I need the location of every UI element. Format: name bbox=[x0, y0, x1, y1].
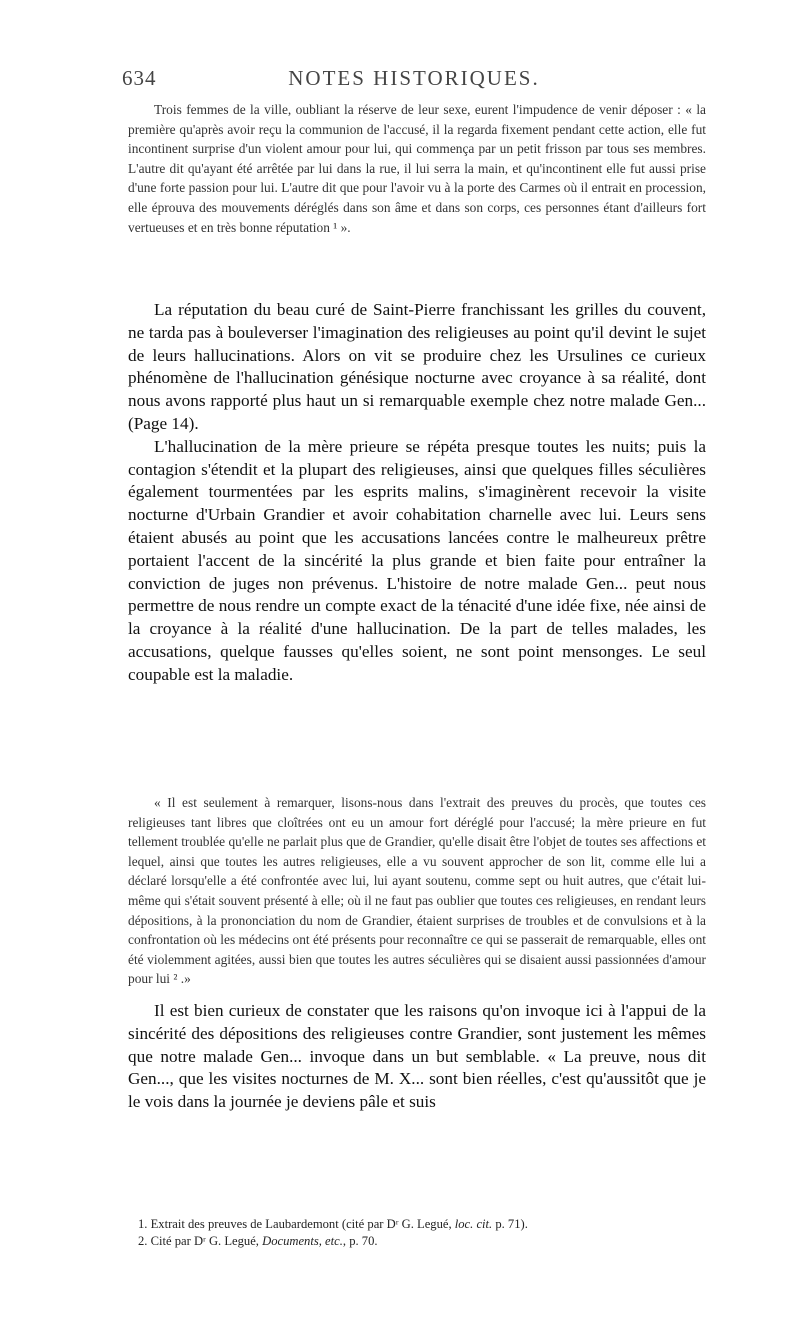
quoted-depositions bbox=[128, 100, 706, 237]
paragraph-hallucination: L'hallucination de la mère prieure se répéta presque toutes les nuits; puis la contagion s'étendit et la plupart des religieuses, ainsi que quelques filles séculières également tourmentées par les esprits malins, s'imaginèrent recevoir la visite nocturne d'Urbain Grandier et avoir cohabitation charnelle avec lui. Leurs sens étaient abusés au point que les accusations lancées contre le malheureux prêtre portaient l'accent de la sincérité la plus grande et bien faite pour entraîner la conviction de juges non prévenus. L'histoire de notre malade Gen... peut nous permettre de nous rendre un compte exact de la ténacité d'une idée fixe, née ainsi de la croyance à la réalité d'une hallucination. De la part de telles malades, les accusations, quelque fausses qu'elles soient, ne sont point mensonges. Le seul coupable est la maladie. bbox=[128, 436, 706, 684]
paragraph-reputation: La réputation du beau curé de Saint-Pierre franchissant les grilles du couvent, ne tarda pas à bouleverser l'imagination des religieuses au point qu'il devint le sujet de leurs hallucinations. Alors on vit se produire chez les Ursulines ce curieux phénomène de l'hallucination génésique nocturne avec croyance à sa réalité, dont nous avons rapporté plus haut un si remarquable exemple chez notre malade Gen... (Page 14). bbox=[128, 300, 706, 433]
trial-extract bbox=[128, 793, 706, 989]
footnote-1-italic: loc. cit. bbox=[454, 1217, 493, 1231]
footnote-1-end: p. 71). bbox=[492, 1217, 528, 1231]
footnote-1 bbox=[128, 1216, 706, 1233]
paragraph-trial-extract: « Il est seulement à remarquer, lisons-nous dans l'extrait des preuves du procès, que toutes ces religieuses tant libres que cloîtrées ont eu un amour fort déréglé pour l'accusé; la mère prieure en fut tellement troublée qu'elle ne parlait plus que de Grandier, qu'elle disait être l'objet de toutes ses affections et lequel, ainsi que toutes les autres religieuses, elle a vu souvent approcher de son lit, comme elle lui a déclaré lorsqu'elle a été confrontée avec lui, lui ayant soutenu, comme sept ou huit autres, que c'était lui-même qui s'était souvent présenté à elle; où il ne faut pas oublier que toutes ces religieuses, en rendant leurs dépositions, à la prononciation du nom de Grandier, étaient surprises de troubles et de convulsions et à la confrontation où les médecins ont été présents pour reconnaître ce qui se passerait de remarquable, elles ont été violemment agitées, aussi bien que toutes les autres séculières qui se disaient aussi passionnées d'amour pour lui ² .» bbox=[128, 795, 706, 987]
footnote-2-end: , p. 70. bbox=[342, 1234, 378, 1248]
main-text bbox=[128, 299, 706, 687]
closing-text bbox=[128, 1000, 706, 1114]
footnote-1-text: 1. Extrait des preuves de Laubardemont (cité par Dʳ G. Legué, bbox=[138, 1217, 455, 1231]
footnotes bbox=[128, 1216, 706, 1250]
footnote-2 bbox=[128, 1233, 706, 1250]
running-title: NOTES HISTORIQUES. bbox=[288, 66, 540, 90]
page-header bbox=[122, 66, 706, 94]
paragraph-three-women: Trois femmes de la ville, oubliant la réserve de leur sexe, eurent l'impudence de venir déposer : « la première qu'après avoir reçu la communion de l'accusé, il la regarda fixement pendant cette action, elle fut incontinent surprise d'un violent amour pour lui, qui commença par un petit frisson par tous ses membres. L'autre dit qu'ayant été arrêtée par lui dans la rue, il lui serra la main, et qu'incontinent elle fut aussi prise d'une forte passion pour lui. L'autre dit que pour l'avoir vu à la porte des Carmes où il entrait en procession, elle éprouva des mouvements déréglés dans son âme et dans son corps, ces personnes étant d'ailleurs fort vertueuses et en très bonne réputation ¹ ». bbox=[128, 102, 706, 235]
paragraph-sincerity: Il est bien curieux de constater que les raisons qu'on invoque ici à l'appui de la sincérité des dépositions des religieuses contre Grandier, sont justement les mêmes que notre malade Gen... invoque dans un but semblable. « La preuve, nous dit Gen..., que les visites nocturnes de M. X... sont bien réelles, c'est qu'aussitôt que je le vois dans la journée je deviens pâle et suis bbox=[128, 1001, 706, 1112]
footnote-2-italic: Documents, etc. bbox=[262, 1234, 343, 1248]
page-number: 634 bbox=[122, 66, 157, 90]
footnote-2-text: 2. Cité par Dʳ G. Legué, bbox=[138, 1234, 263, 1248]
